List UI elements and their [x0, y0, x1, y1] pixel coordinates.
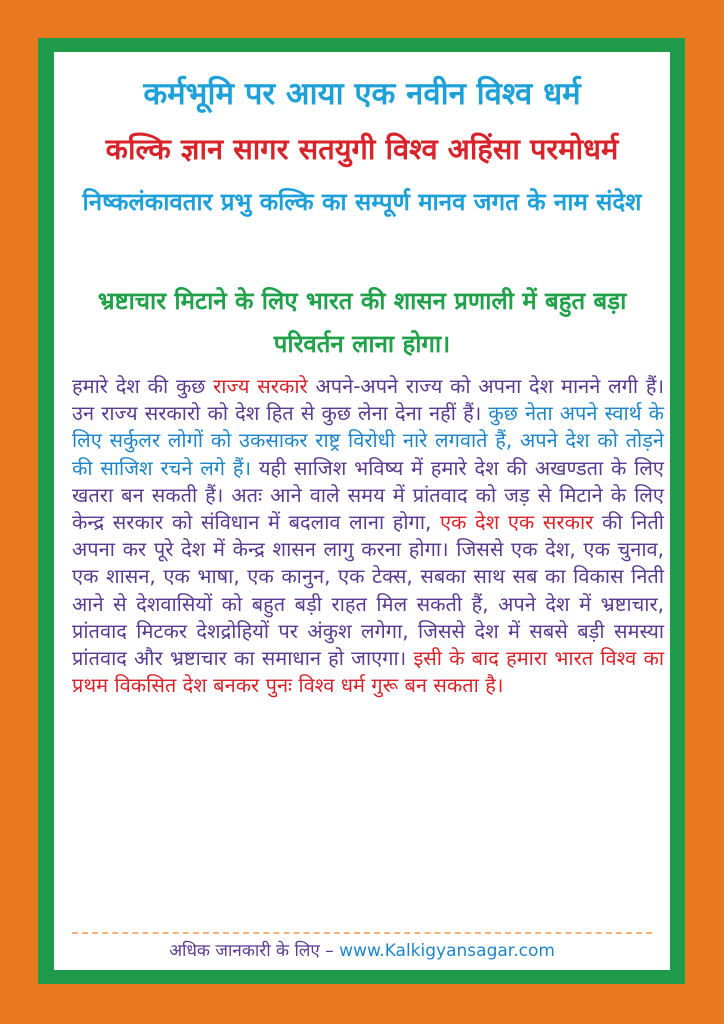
footer-label: अधिक जानकारी के लिए – [169, 941, 334, 961]
body-highlight-one-nation: एक देश एक सरकार [439, 510, 594, 535]
body-highlight-state-governments: राज्य सरकारे [213, 374, 308, 398]
body-segment: अपने-अपने राज्य को अपना देश मानने लगी हैं। उन राज्य सरकारो को देश हित से कुछ लेना देना नहीं हैं। [72, 374, 665, 426]
subtitle-red: कल्कि ज्ञान सागर सतयुगी विश्व अहिंसा परमोधर्म [105, 132, 619, 166]
subtitle-blue: निष्कलंकावतार प्रभु कल्कि का सम्पूर्ण मानव जगत के नाम संदेश [82, 188, 642, 216]
body-segment: हमारे देश की कुछ [72, 374, 206, 398]
body-segment: कुछ नेता अपने स्वार्थ के लिए सर्कुलर लोगों को उकसाकर राष्ट्र विरोधी नारे लगवाते हैं, अपने देश को तोड़ने की साजिश रचने लगे हैं। [72, 401, 664, 480]
body-segment: की निती अपना कर पूरे देश में केन्द्र शासन लागु करना होगा। जिससे एक देश, एक चुनाव, एक शासन, एक भाषा, एक कानुन, एक टेक्स, सबका साथ सब का विकास निती आने से देशवासियों को बहुत बड़ी राहत मिल सकती हैं, अपने देश में भ्रष्टाचार, प्रांतवाद मिटकर देशद्रोहियों पर अंकुश लगेगा, जिससे देश में सबसे बड़ी समस्या प्रांतवाद और भ्रष्टाचार का समाधान हो जाएगा। [72, 510, 664, 671]
body-paragraph [72, 373, 664, 699]
content-panel [54, 52, 670, 970]
body-conclusion: इसी के बाद हमारा भारत विश्व का प्रथम विकसित देश बनकर पुनः विश्व धर्म गुरू बन सकता है। [72, 646, 665, 698]
body-segment: यही साजिश भविष्य में हमारे देश की अखण्डता के लिए खतरा बन सकती हैं। अतः आने वाले समय में प्रांतवाद को जड़ से मिटाने के लिए केन्द्र सरकार को संविधान में बदलाव लाना होगा, [72, 455, 664, 535]
footer [54, 938, 670, 961]
headline: भ्रष्टाचार मिटाने के लिए भारत की शासन प्रणाली में बहुत बड़ा परिवर्तन लाना होगा। [97, 287, 627, 358]
footer-divider [72, 932, 652, 934]
main-title: कर्मभूमि पर आया एक नवीन विश्व धर्म [143, 76, 581, 112]
website-link[interactable]: www.Kalkigyansagar.com [339, 941, 555, 961]
